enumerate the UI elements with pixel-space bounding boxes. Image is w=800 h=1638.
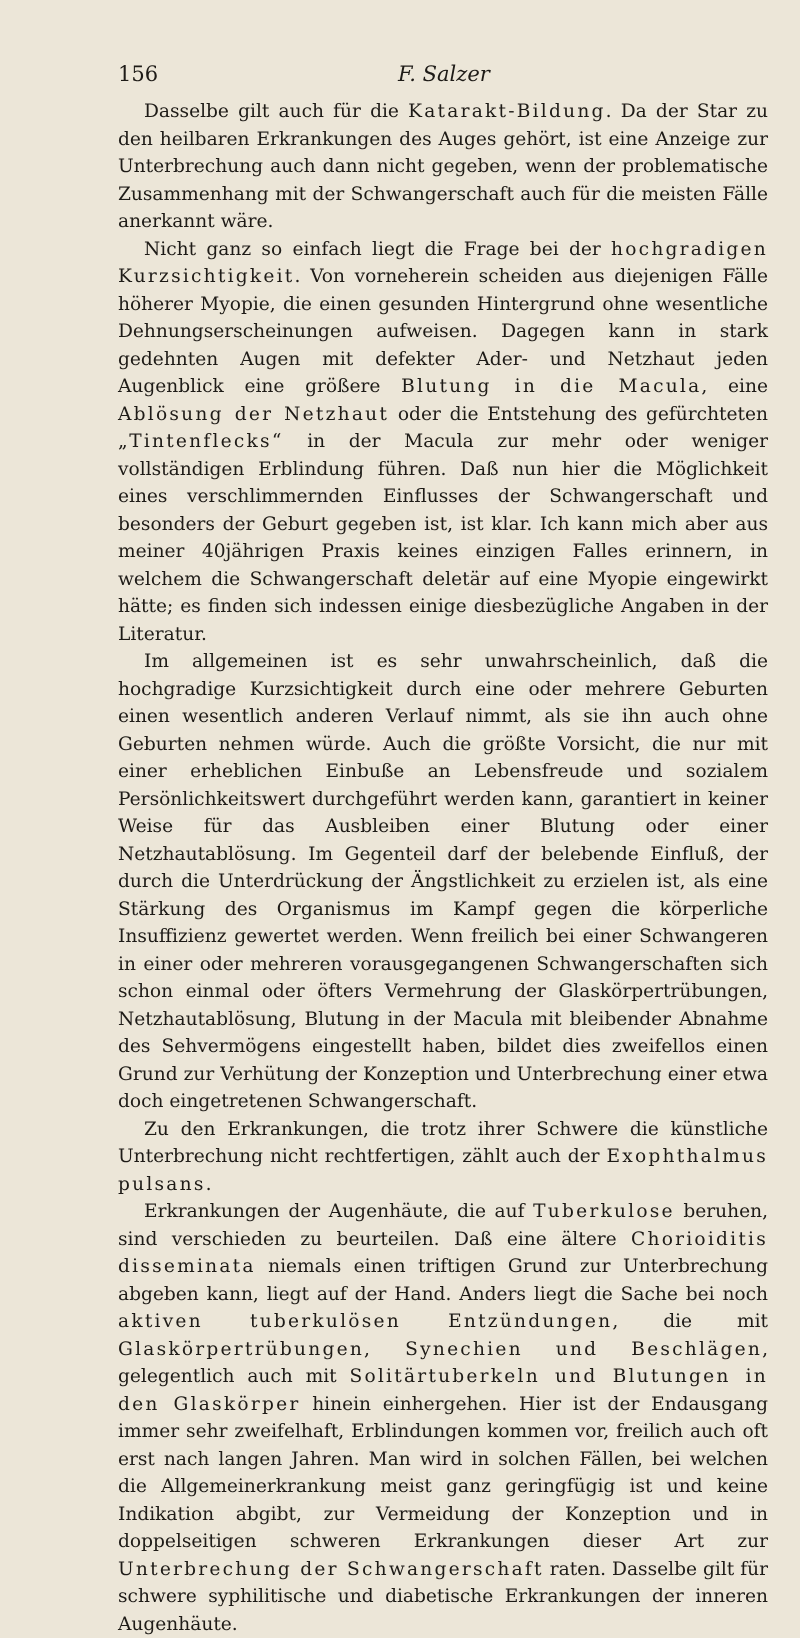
paragraph xyxy=(118,1116,768,1199)
book-page xyxy=(118,62,768,1638)
paragraph xyxy=(118,648,768,1116)
text-run: oder die Entstehung des gefürchteten xyxy=(389,403,768,425)
page-header xyxy=(118,62,768,98)
emphasized-text: „Tintenflecks“ xyxy=(118,431,284,452)
text-run: , die mit xyxy=(612,1311,768,1332)
text-run: niemals einen triftigen Grund zur Unterbrechung abgeben kann, liegt auf der Hand. Anders liegt die Sache bei noch xyxy=(118,1256,768,1305)
text-run: beruhen, sind verschieden zu beurteilen. Daß eine ältere xyxy=(118,1201,769,1250)
emphasized-text: aktiven tuberkulösen Entzündungen xyxy=(118,1311,613,1332)
text-run: hinein einhergehen. Hier ist der Endausgang immer sehr zweifelhaft, Erblindungen kommen vor, freilich auch oft erst nach langen Jahren. Man wird in solchen Fällen, bei welchen die Allgemeinerkrankung meist ganz geringfügig ist und keine Indikation abgibt, zur Vermeidung der Konzeption und in doppelseitigen schweren Erkrankungen dieser Art zur xyxy=(118,1393,768,1552)
emphasized-text: Ablösung der Netzhaut xyxy=(118,403,390,425)
text-run: in der Macula zur mehr oder weniger vollständigen Erblindung führen. Daß nun hier die Möglichkeit eines verschlimmernden Einflusses der Schwangerschaft und besonders der Geburt gegeben ist, ist klar. Ich kann mich aber aus meiner 40jährigen Praxis keines einzigen Falles erinnern, in welchem die Schwangerschaft deletär auf eine Myopie eingewirkt hätte; es finden sich indessen einige diesbezügliche Angaben in der Literatur. xyxy=(118,431,768,645)
emphasized-text: Unterbrechung der Schwangerschaft xyxy=(118,1558,544,1580)
text-run: . Von vorneherein scheiden aus diejenigen Fälle höherer Myopie, die einen gesunden Hintergrund ohne wesentliche Dehnungserscheinungen aufweisen. Dagegen kann in stark gedehnten Augen mit defekter Ader- und Netzhaut jeden Augenblick eine größere xyxy=(118,266,768,397)
emphasized-text: Solitärtuberkeln und Blutungen in den Glaskörper xyxy=(118,1366,768,1415)
text-run: . Da der Star zu den heilbaren Erkrankungen des Auges gehört, ist eine Anzeige zur Unterbrechung auch dann nicht gegeben, wenn der problematische Zusammenhang mit der Schwangerschaft auch für die meisten Fälle anerkannt wäre. xyxy=(118,101,769,232)
text-run: Dasselbe gilt auch für die xyxy=(144,101,409,122)
text-run: . xyxy=(205,1173,212,1195)
paragraph xyxy=(118,1198,768,1638)
emphasized-text: Blutung in die Macula xyxy=(401,376,702,397)
page-number: 156 xyxy=(118,62,159,86)
text-run: Im allgemeinen ist es sehr unwahrscheinlich, daß die hochgradige Kurzsichtigkeit durch eine oder mehrere Geburten einen wesentlich anderen Verlauf nimmt, als sie ihn auch ohne Geburten nehmen würde. Auch die größte Vorsicht, die nur mit einer erheblichen Einbuße an Lebensfreude und sozialem Persönlichkeitswert durchgeführt werden kann, garantiert in keiner Weise für das Ausbleiben einer Blutung oder einer Netzhautablösung. Im Gegenteil darf der belebende Einfluß, der durch die Unterdrückung der Ängstlichkeit zu erzielen ist, als eine Stärkung des Organismus im Kampf gegen die körperliche Insuffizienz gewertet werden. Wenn freilich bei einer Schwangeren in einer oder mehreren vorausgegangenen Schwangerschaften sich schon einmal oder öfters Vermehrung der Glaskörpertrübungen, Netzhautablösung, Blutung in der Macula mit bleibender Abnahme des Sehvermögens eingestellt haben, bildet dies zweifellos einen Grund zur Verhütung der Konzeption und Unterbrechung einer etwa doch eingetretenen Schwangerschaft. xyxy=(118,651,768,1112)
emphasized-text: Tuberkulose xyxy=(533,1201,675,1222)
body-text xyxy=(118,98,768,1638)
text-run: Erkrankungen der Augenhäute, die auf xyxy=(144,1201,534,1222)
emphasized-text: Exophthalmus pulsans xyxy=(118,1146,768,1195)
text-run: raten. Dasselbe gilt für schwere syphilitische und diabetische Erkrankungen der inneren Augenhäute. xyxy=(118,1558,768,1635)
paragraph xyxy=(118,98,768,236)
running-head-author: F. Salzer xyxy=(398,62,490,86)
text-run: Zu den Erkrankungen, die trotz ihrer Schwere die künstliche Unterbrechung nicht rechtfertigen, zählt auch der xyxy=(118,1118,768,1167)
emphasized-text: Glaskörpertrübungen, Synechien und Beschlägen xyxy=(118,1338,763,1360)
emphasized-text: hochgradigen Kurzsichtigkeit xyxy=(118,238,768,287)
emphasized-text: Katarakt-Bildung xyxy=(408,101,606,122)
paragraph xyxy=(118,236,768,649)
text-run: , gelegentlich auch mit xyxy=(118,1338,768,1387)
text-run: Nicht ganz so einfach liegt die Frage bei der xyxy=(144,238,612,260)
emphasized-text: Chorioiditis disseminata xyxy=(118,1228,768,1277)
text-run: , eine xyxy=(701,376,768,397)
